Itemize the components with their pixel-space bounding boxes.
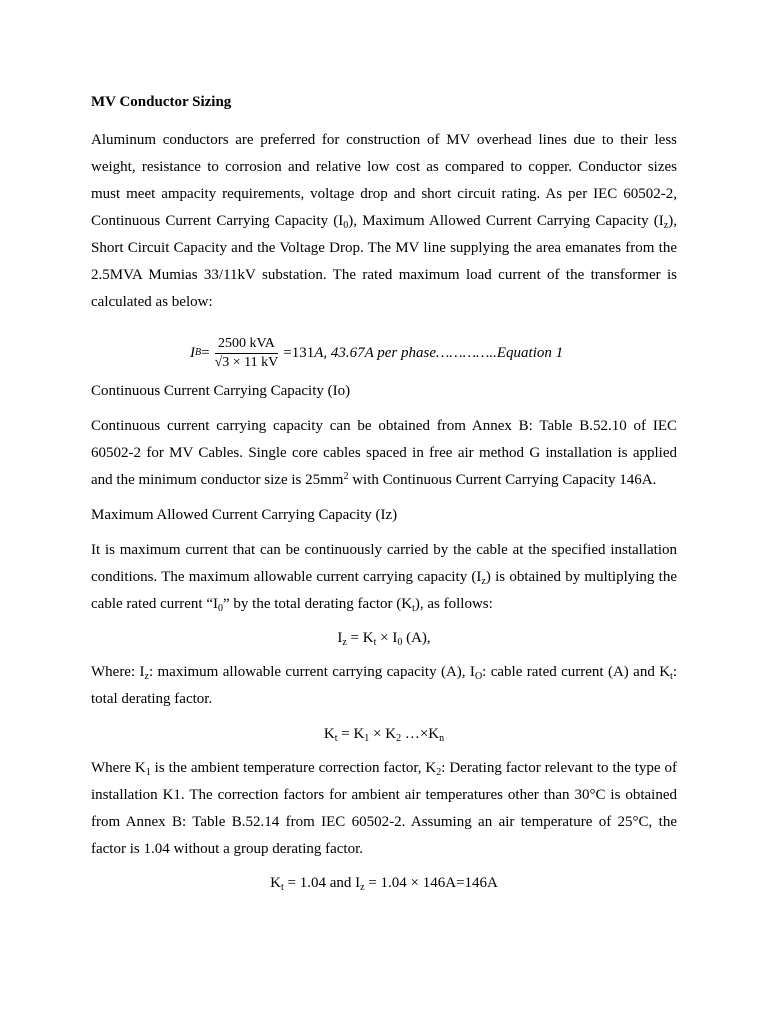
where-paragraph-1: Where: $I_z$: maximum allowable current carrying capacity (A), $I_O$: cable rated current (A) and $K_t$: total derating factor. <box>91 664 677 707</box>
fraction-numerator: 2500 kVA <box>215 336 278 354</box>
equation-4: $K_t = 1.04$ and $I_z = 1.04 \times 146A=146A$ <box>270 875 498 893</box>
io-heading: Continuous Current Carrying Capacity (Io) <box>91 383 351 399</box>
section-title: MV Conductor Sizing <box>91 94 232 110</box>
equation-3: $K_t = K_1 \times K_2$ $\dots\times K_n$ <box>323 726 445 744</box>
equation-fraction <box>212 336 282 371</box>
where-paragraph-2: Where $K_1$ is the ambient temperature correction factor, $K_2$: Derating factor relevant to the type of installation K1. The correction factors for ambient air temperatures other than 30°C is obtained from Annex B: Table B.52.14 from IEC 60502-2. Assuming an air temperature of 25°C, the factor is 1.04 without a group derating factor. <box>91 760 677 857</box>
iz-paragraph: It is maximum current that can be continuously carried by the cable at the specified installation conditions. The maximum allowable current carrying capacity $(I_z)$ is obtained by multiplying the cable rated current “$I_0$” by the total derating factor $(K_t)$, as follows: <box>91 542 677 614</box>
io-paragraph: Continuous current carrying capacity can be obtained from Annex B: Table B.52.10 of IEC 60502-2 for MV Cables. Single core cables spaced in free air method G installation is applied and the minimum conductor size is $25mm^2$ with Continuous Current Carrying Capacity 146A. <box>91 418 677 488</box>
equation-2: $I_z = K_t \times I_0$ (A), <box>337 630 431 648</box>
equation-1: I B = $\frac{\text{2500 kVA}}{√3 \times 11 kV}$ = 131 A, 43.67A per phase…………..Equation 1 <box>190 335 564 370</box>
iz-heading: Maximum Allowed Current Carrying Capacity (Iz) <box>91 507 398 523</box>
fraction-denominator: √3 × 11 kV <box>214 354 279 370</box>
intro-paragraph: Aluminum conductors are preferred for construction of MV overhead lines due to their less weight, resistance to corrosion and relative low cost as compared to copper. Conductor sizes must meet ampacity requirements, voltage drop and short circuit rating. As per IEC 60502-2, Continuous Current Carrying Capacity $(I_0)$, Maximum Allowed Current Carrying Capacity $(I_z)$, Short Circuit Capacity and the Voltage Drop. The MV line supplying the area emanates from the 2.5MVA Mumias 33/11kV substation. The rated maximum load current of the transformer is calculated as below: <box>91 132 677 310</box>
document-page <box>91 92 677 893</box>
